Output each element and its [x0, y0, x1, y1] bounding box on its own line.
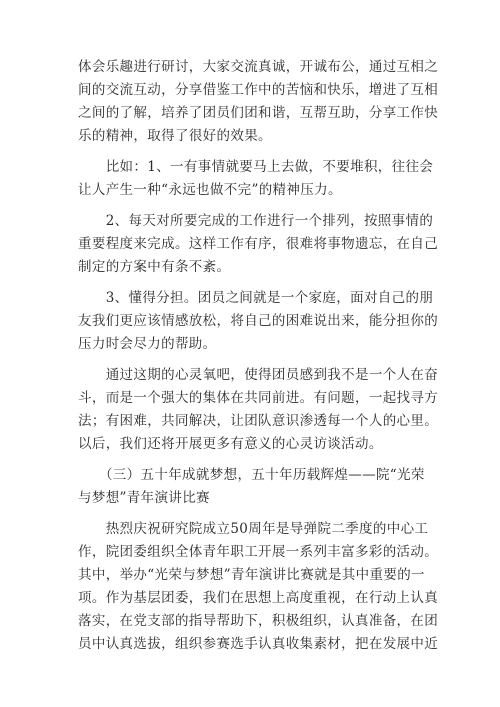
text-line: 其中，举办“光荣与梦想”青年演讲比赛就是其中重要的一 [78, 567, 425, 583]
document-page [78, 56, 439, 656]
paragraph-4 [78, 287, 439, 356]
text-line: 热烈庆祝研究院成立50周年是导弹院二季度的中心工 [78, 521, 429, 537]
paragraph-5 [78, 364, 439, 456]
heading-line: （三）五十年成就梦想，五十年历载辉煌——院“光荣 [78, 467, 425, 483]
text-line: 比如：1、一有事情就要马上去做，不要堆积，往往会 [78, 159, 434, 175]
text-line: 之间的了解，培养了团员们团和谐，互帮互助，分享工作快 [78, 105, 439, 121]
text-line: 员中认真选拔，组织参赛选手认真收集素材，把在发展中近 [78, 636, 439, 652]
paragraph-1 [78, 56, 439, 148]
paragraph-spacer [78, 148, 436, 156]
text-line: 间的交流互动，分享借鉴工作中的苦恼和快乐，增进了互相 [78, 82, 439, 98]
text-line: 以后，我们还将开展更多有意义的心灵访谈活动。 [78, 436, 383, 452]
text-line: 乐的精神，取得了很好的效果。 [78, 128, 272, 144]
paragraph-spacer [78, 456, 436, 464]
heading-line: 与梦想”青年演讲比赛 [78, 490, 210, 506]
paragraph-3 [78, 210, 439, 279]
paragraph-spacer [78, 510, 436, 518]
text-line: 制定的方案中有条不紊。 [78, 259, 231, 275]
text-line: 法；有困难，共同解决，让团队意识渗透每一个人的心里。 [78, 413, 439, 429]
paragraph-spacer [78, 279, 436, 287]
paragraph-6 [78, 518, 439, 656]
text-line: 重要程度来完成。这样工作有序，很难将事物遗忘，在自己 [78, 236, 439, 252]
section-heading [78, 464, 436, 510]
text-line: 2、每天对所要完成的工作进行一个排列，按照事情的 [78, 213, 434, 229]
paragraph-spacer [78, 356, 436, 364]
text-line: 友我们更应该情感放松，将自己的困难说出来，能分担你的 [78, 313, 439, 329]
paragraph-2 [78, 156, 436, 202]
text-line: 通过这期的心灵氧吧，使得团员感到我不是一个人在奋 [78, 367, 439, 383]
text-line: 体会乐趣进行研讨，大家交流真诚，开诚布公，通过互相之 [78, 59, 439, 75]
text-line: 让人产生一种“永远也做不完”的精神压力。 [78, 182, 342, 198]
text-line: 落实，在党支部的指导帮助下，积极组织，认真准备，在团 [78, 613, 439, 629]
text-line: 3、懂得分担。团员之间就是一个家庭，面对自己的朋 [78, 290, 434, 306]
text-line: 作，院团委组织全体青年职工开展一系列丰富多彩的活动。 [78, 544, 439, 560]
text-line: 项。作为基层团委，我们在思想上高度重视，在行动上认真 [78, 590, 439, 606]
paragraph-spacer [78, 202, 436, 210]
text-line: 斗，而是一个强大的集体在共同前进。有问题，一起找寻方 [78, 390, 439, 406]
text-line: 压力时会尽力的帮助。 [78, 336, 217, 352]
